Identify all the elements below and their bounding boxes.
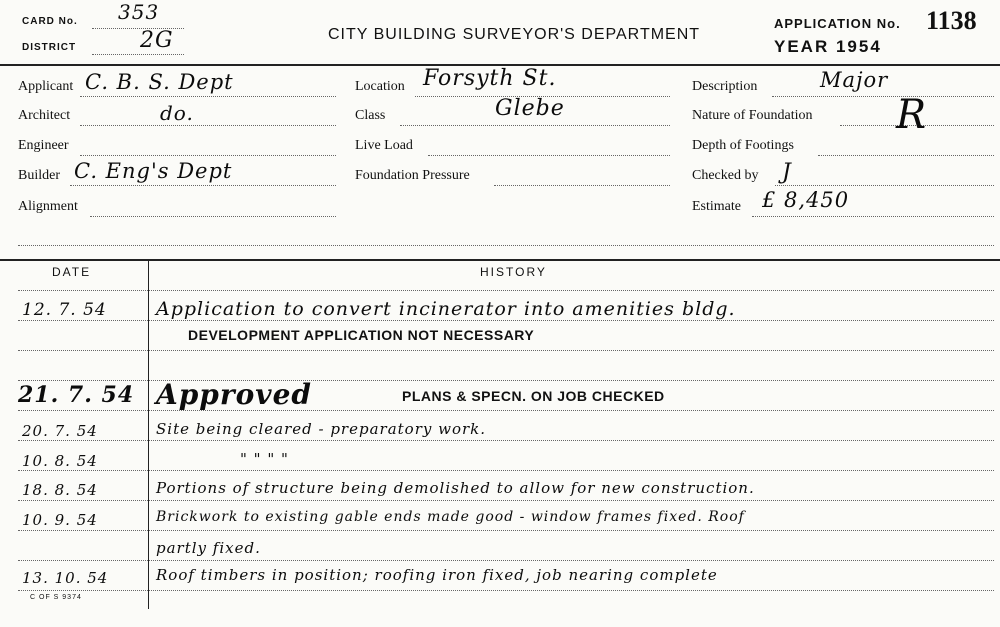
description-value: Major (820, 68, 889, 92)
builder-line (70, 185, 336, 186)
approved-text: Approved (156, 378, 312, 411)
depth-of-footings-line (818, 155, 994, 156)
builder-value: C. Eng's Dept (74, 159, 233, 183)
engineer-label: Engineer (18, 138, 69, 153)
architect-label: Architect (18, 108, 71, 123)
table-row-line (18, 290, 994, 291)
table-row-line (18, 440, 994, 441)
description-label: Description (692, 79, 758, 94)
development-stamp: DEVELOPMENT APPLICATION NOT NECESSARY (188, 327, 535, 343)
date-column-header: DATE (52, 265, 92, 279)
row-history-text: Brickwork to existing gable ends made good - window frames fixed. Roof (156, 509, 745, 525)
estimate-value: £ 8,450 (762, 188, 850, 212)
row-history-text: partly fixed. (156, 539, 261, 557)
row-date: 13. 10. 54 (22, 569, 109, 587)
builder-label: Builder (18, 168, 60, 183)
row-date: 21. 7. 54 (18, 382, 135, 408)
district-line (92, 54, 184, 55)
row-date: 10. 9. 54 (22, 511, 98, 529)
foundation-pressure-label: Foundation Pressure (355, 168, 470, 183)
table-row-line (18, 470, 994, 471)
applicant-label: Applicant (18, 79, 74, 94)
alignment-line (90, 216, 336, 217)
fields-bottom-line (18, 245, 994, 246)
description-line (772, 96, 994, 97)
card-no-value: 353 (118, 0, 160, 24)
date-column-divider (148, 259, 149, 609)
foundation-pressure-line (494, 185, 670, 186)
district-label: DISTRICT (22, 42, 77, 53)
table-row-line (18, 320, 994, 321)
row-history-text: Roof timbers in position; roofing iron fixed, job nearing complete (156, 566, 718, 584)
live-load-label: Live Load (355, 138, 413, 153)
checked-by-value: J (782, 160, 792, 185)
applicant-line (80, 96, 336, 97)
history-column-header: HISTORY (480, 265, 547, 279)
table-top-rule (0, 259, 1000, 261)
table-row-line (18, 530, 994, 531)
plans-checked-stamp: PLANS & SPECN. ON JOB CHECKED (402, 388, 665, 404)
estimate-label: Estimate (692, 199, 741, 214)
location-value: Forsyth St. (423, 66, 557, 91)
checked-by-label: Checked by (692, 168, 759, 183)
location-label: Location (355, 79, 405, 94)
application-no-label: APPLICATION No. (774, 16, 901, 31)
form-code: C OF S 9374 (30, 594, 82, 601)
table-row-line (18, 590, 994, 591)
nature-of-foundation-label: Nature of Foundation (692, 108, 813, 123)
row-date: 10. 8. 54 (22, 452, 98, 470)
row-history-text: " " " " (240, 450, 289, 468)
row-history-text: Site being cleared - preparatory work. (156, 420, 487, 438)
card-no-label: CARD No. (22, 16, 78, 27)
table-row-line (18, 500, 994, 501)
depth-of-footings-label: Depth of Footings (692, 138, 794, 153)
checked-by-line (775, 185, 994, 186)
live-load-line (428, 155, 670, 156)
application-no-value: 1138 (926, 6, 977, 35)
class-value: Glebe (495, 96, 565, 121)
alignment-label: Alignment (18, 199, 78, 214)
year-label: YEAR 1954 (774, 37, 882, 56)
architect-line (80, 125, 336, 126)
row-history-text: Portions of structure being demolished to allow for new construction. (156, 479, 755, 497)
engineer-line (80, 155, 336, 156)
class-line (400, 125, 670, 126)
department-title: CITY BUILDING SURVEYOR'S DEPARTMENT (328, 26, 701, 43)
applicant-value: C. B. S. Dept (85, 70, 234, 94)
nature-of-foundation-value: R (896, 92, 928, 138)
row-date: 18. 8. 54 (22, 481, 98, 499)
district-value: 2G (140, 28, 174, 53)
row-date: 12. 7. 54 (22, 300, 107, 320)
class-label: Class (355, 108, 386, 123)
table-row-line (18, 350, 994, 351)
table-row-line (18, 560, 994, 561)
row-date: 20. 7. 54 (22, 422, 98, 440)
architect-value: do. (160, 101, 194, 125)
estimate-line (752, 216, 994, 217)
row-history-text: Application to convert incinerator into amenities bldg. (156, 298, 736, 320)
